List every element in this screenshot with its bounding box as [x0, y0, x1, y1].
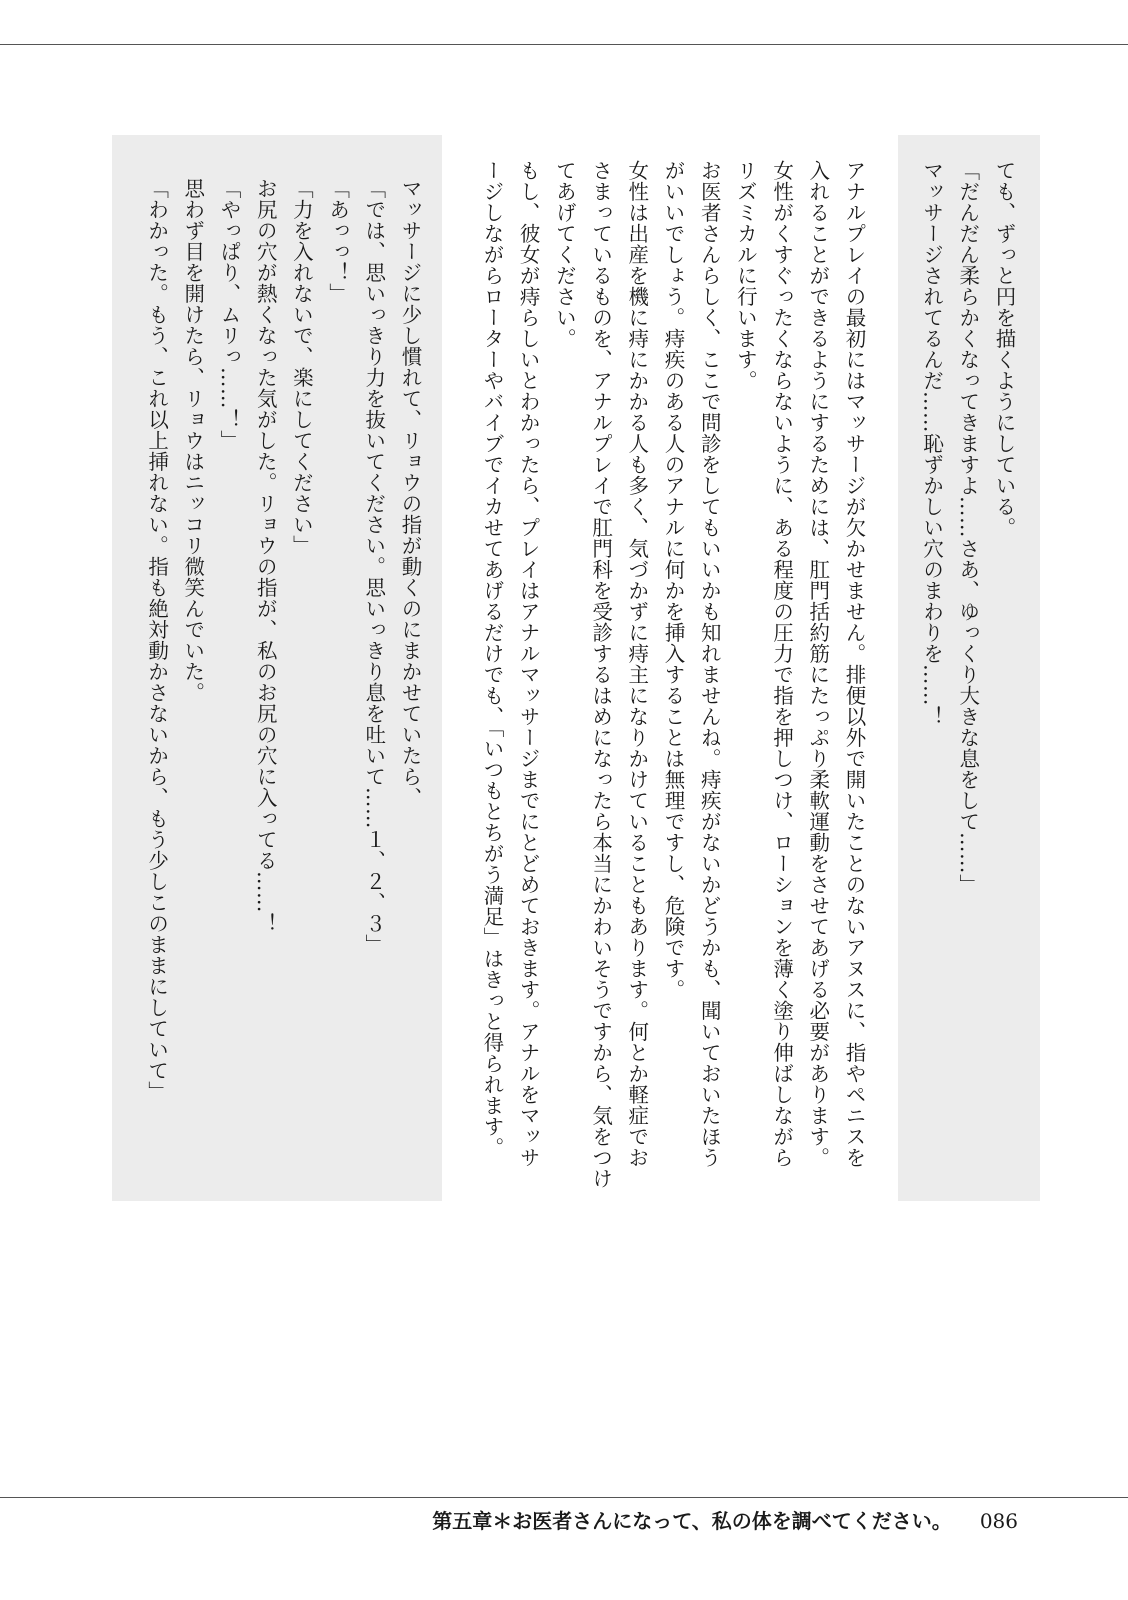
right-box-text [913, 160, 1022, 1180]
footer-rule [0, 1497, 1128, 1498]
text-line: 「では、思いっきり力を抜いてください。思いっきり息を吐いて……１、２、３」 [361, 178, 386, 955]
text-line: もし、彼女が痔らしいとわかったら、プレイはアナルマッサージまでにとどめておきます。アナルをマッサ [516, 160, 541, 1168]
text-line: 女性は出産を機に痔にかかる人も多く、気づかずに痔主になりかけていることもあります。何とか軽症でお [624, 160, 649, 1168]
text-line: ても、ずっと円を描くようにしている。 [992, 160, 1016, 538]
main-body-text [474, 160, 872, 1189]
text-line: アナルプレイの最初にはマッサージが欠かせません。排便以外で開いたことのないアヌスに、指やペニスを [842, 160, 866, 1168]
text-line: てあげてください。 [552, 160, 577, 349]
text-line: 「わかった。もう、これ以上挿れない。指も絶対動かさないから、もう少しこのままにしていて」 [144, 178, 169, 1102]
text-line: さまっているものを、アナルプレイで肛門科を受診するはめになったら本当にかわいそうですから、気をつけ [588, 160, 613, 1189]
text-line: 入れることができるようにするためには、肛門括約筋にたっぷり柔軟運動をさせてあげる必要があります。 [805, 160, 830, 1168]
text-line: ージしながらローターやバイブでイカせてあげるだけでも、「いつもとちがう満足」はきっと得られます。 [479, 160, 504, 1158]
header-rule [0, 44, 1128, 45]
page-footer [432, 1505, 1018, 1534]
text-line: 「あっっ！」 [325, 178, 350, 304]
text-line: お尻の穴が熱くなった気がした。リョウの指が、私のお尻の穴に入ってる……！ [253, 178, 278, 934]
text-line: 「力を入れないで、楽にしてください」 [289, 178, 314, 556]
chapter-title: 第五章＊お医者さんになって、私の体を調べてください。 [432, 1509, 952, 1533]
text-line: お医者さんらしく、ここで問診をしてもいいかも知れませんね。痔疾がないかどうかも、聞いておいたほう [697, 160, 722, 1168]
text-line: リズミカルに行います。 [733, 160, 758, 391]
text-line: マッサージに少し慣れて、リョウの指が動くのにまかせていたら、 [398, 178, 422, 808]
text-line: マッサージされてるんだ……恥ずかしい穴のまわりを……！ [919, 160, 944, 727]
page-number: 086 [979, 1509, 1018, 1533]
text-line: がいいでしょう。痔疾のある人のアナルに何かを挿入することは無理ですし、危険です。 [660, 160, 685, 1000]
text-line: 思わず目を開けたら、リョウはニッコリ微笑んでいた。 [180, 178, 205, 703]
text-line: 「だんだん柔らかくなってきますよ……さあ、ゆっくり大きな息をして……」 [955, 160, 980, 895]
text-line: 「やっぱり、ムリっ……！」 [216, 178, 241, 451]
text-line: 女性がくすぐったくならないように、ある程度の圧力で指を押しつけ、ローションを薄く塗り伸ばしながら [769, 160, 794, 1168]
left-box-text [138, 178, 428, 1178]
